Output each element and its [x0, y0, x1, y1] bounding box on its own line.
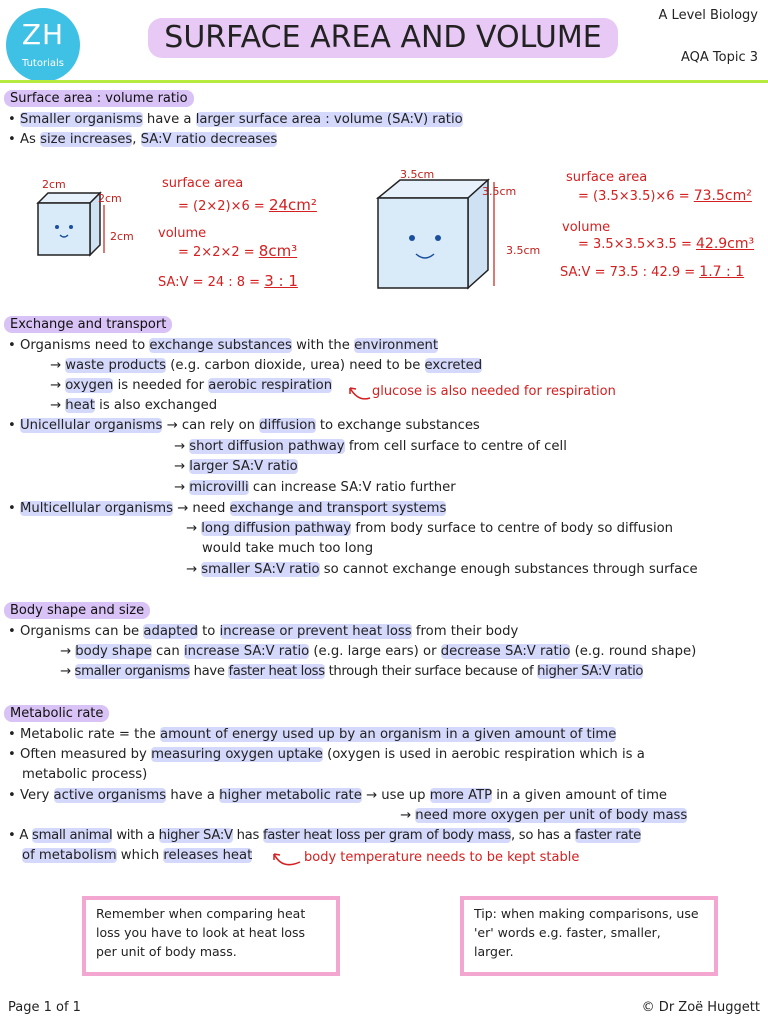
exchange-line-6: → short diffusion pathway from cell surface to centre of cell [174, 439, 567, 454]
small-sa-label: surface area [162, 176, 244, 191]
exchange-line-8: → microvilli can increase SA:V ratio further [174, 480, 456, 495]
exchange-line-10: → long diffusion pathway from body surface to centre of body so diffusion [186, 521, 674, 536]
metabolic-line-1: • Metabolic rate = the amount of energy used up by an organism in a given amount of time [8, 727, 617, 742]
exchange-line-12: → smaller SA:V ratio so cannot exchange enough substances through surface [186, 562, 698, 577]
large-cube-dim-height: 3.5cm [506, 244, 541, 257]
metabolic-line-6: • A small animal with a higher SA:V has faster heat loss per gram of body mass, so has a faster rate [8, 828, 641, 843]
sav-bullet-2: • As size increases, SA:V ratio decreases [8, 132, 278, 147]
page-number: Page 1 of 1 [8, 1000, 81, 1015]
exchange-line-3: → oxygen is needed for aerobic respiration [50, 378, 333, 393]
large-ratio: SA:V = 73.5 : 42.9 = 1.7 : 1 [560, 264, 745, 280]
logo-letters: ZH [21, 18, 65, 51]
small-vol-label: volume [158, 226, 207, 241]
exchange-line-1: • Organisms need to exchange substances with the environment [8, 338, 439, 353]
small-ratio: SA:V = 24 : 8 = 3 : 1 [158, 272, 298, 290]
section-heading-exchange: Exchange and transport [4, 316, 172, 333]
large-vol-calc: = 3.5×3.5×3.5 = 42.9cm³ [578, 236, 755, 252]
metabolic-line-7: of metabolism which releases heat [22, 848, 253, 863]
section-heading-body: Body shape and size [4, 602, 150, 619]
exchange-line-7: → larger SA:V ratio [174, 459, 298, 474]
exchange-line-5: • Unicellular organisms → can rely on diffusion to exchange substances [8, 418, 480, 433]
section-heading-metabolic: Metabolic rate [4, 705, 109, 722]
large-cube-dim-top: 3.5cm [400, 168, 435, 181]
course-label: A Level Biology [658, 8, 758, 23]
body-line-3: → smaller organisms have faster heat loss through their surface because of higher SA:V ratio [60, 664, 644, 679]
large-sa-calc: = (3.5×3.5)×6 = 73.5cm² [578, 188, 752, 204]
metabolic-line-5: → need more oxygen per unit of body mass [400, 808, 688, 823]
large-cube-dim-side: 3.5cm [482, 185, 517, 198]
section-heading-sav: Surface area : volume ratio [4, 90, 194, 107]
topic-label: AQA Topic 3 [680, 50, 758, 65]
logo [6, 8, 80, 82]
sav-bullet-1: • Smaller organisms have a larger surface area : volume (SA:V) ratio [8, 112, 463, 127]
respiration-note: glucose is also needed for respiration [372, 384, 616, 399]
small-sa-calc: = (2×2)×6 = 24cm² [178, 196, 317, 214]
arrow-icon [272, 852, 302, 870]
tip-box: Tip: when making comparisons, use 'er' words e.g. faster, smaller, larger. [460, 896, 718, 976]
body-line-2: → body shape can increase SA:V ratio (e.g. large ears) or decrease SA:V ratio (e.g. round shape) [60, 644, 697, 659]
temperature-note: body temperature needs to be kept stable [304, 850, 580, 865]
small-cube-dim-top: 2cm [42, 178, 66, 191]
large-cube-diagram [360, 170, 550, 300]
metabolic-line-4: • Very active organisms have a higher metabolic rate → use up more ATP in a given amount of time [8, 788, 668, 803]
exchange-line-2: → waste products (e.g. carbon dioxide, urea) need to be excreted [50, 358, 483, 373]
body-line-1: • Organisms can be adapted to increase or prevent heat loss from their body [8, 624, 519, 639]
logo-subtitle: Tutorials [22, 58, 64, 69]
exchange-line-9: • Multicellular organisms → need exchange and transport systems [8, 501, 447, 516]
page-title: SURFACE AREA AND VOLUME [148, 18, 618, 58]
author-credit: © Dr Zoë Huggett [641, 1000, 760, 1015]
small-cube-dim-side: 2cm [98, 192, 122, 205]
exchange-line-11: would take much too long [202, 541, 374, 556]
small-cube-dim-height: 2cm [110, 230, 134, 243]
large-sa-label: surface area [566, 170, 648, 185]
header-divider [0, 80, 768, 83]
large-vol-label: volume [562, 220, 611, 235]
arrow-icon [348, 384, 372, 404]
exchange-line-4: → heat is also exchanged [50, 398, 218, 413]
small-cube-diagram [20, 175, 150, 275]
metabolic-line-3: metabolic process) [22, 767, 148, 782]
small-vol-calc: = 2×2×2 = 8cm³ [178, 242, 298, 260]
metabolic-line-2: • Often measured by measuring oxygen uptake (oxygen is used in aerobic respiration which is a [8, 747, 645, 762]
reminder-box: Remember when comparing heat loss you have to look at heat loss per unit of body mass. [82, 896, 340, 976]
